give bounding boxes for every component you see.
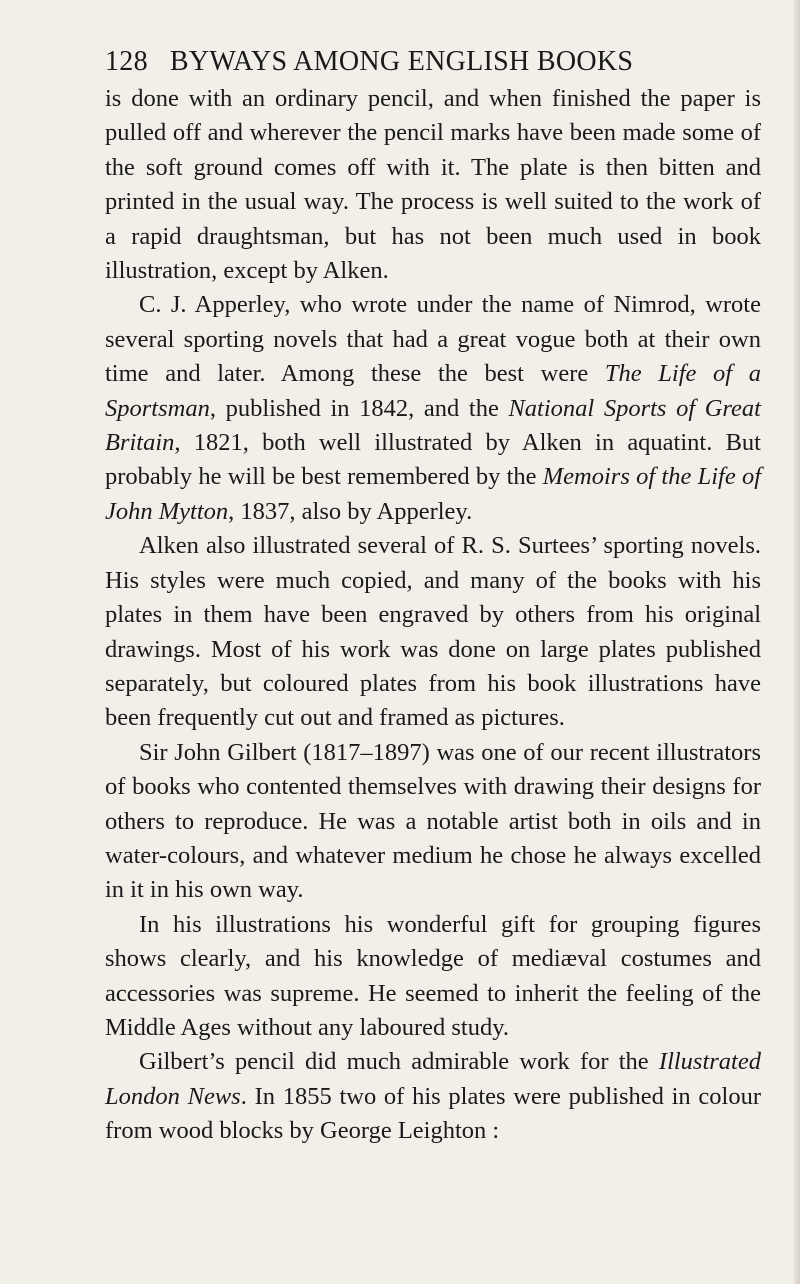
text-run: In his illustrations his wonderful gift for grouping figures shows clearly, and his knowledge of mediæval costumes and accessories was supreme. He seemed to inherit the feeling of the Middle Ages without any laboured study. xyxy=(105,910,761,1041)
book-title: Memoirs of the Life of John Mytton xyxy=(105,463,761,525)
paragraph-4 xyxy=(105,736,761,908)
paragraph-2 xyxy=(105,288,761,529)
page-number: 128 xyxy=(105,46,148,77)
book-title: National Sports of Great Britain xyxy=(105,394,761,457)
text-run: Sir John Gilbert (1817–1897) was one of our recent illustrators of books who contented themselves with drawing their designs for others to reproduce. He was a notable artist both in oils and in water-colours, and whatever medium he chose he always excelled in it in his own way. xyxy=(105,738,761,904)
book-title: The Life of a Sportsman xyxy=(105,360,762,422)
text-run: Alken also illustrated several of R. S. Surtees’ sporting novels. His styles were much copied, and many of the books with his plates in them have been engraved by others from his original drawings. Most of his work was done on large plates published separately, but coloured plates from his book illustrations have been frequently cut out and framed as pictures. xyxy=(105,532,761,732)
publication-title: Illustrated London News xyxy=(105,1048,761,1110)
text-run: , 1837, also by Apperley. xyxy=(228,497,473,525)
paragraph-5 xyxy=(105,908,761,1046)
text-run: , 1821, both well illustrated by Alken in aquatint. But probably he will be best remembered by the xyxy=(105,429,761,491)
text-run: C. J. Apperley, who wrote under the name of Nimrod, wrote several sporting novels that had a great vogue both at their own time and later. Among these the best were xyxy=(105,291,761,388)
paragraph-3 xyxy=(105,529,761,735)
running-title: BYWAYS AMONG ENGLISH BOOKS xyxy=(169,46,634,77)
text-run: Gilbert’s pencil did much admirable work for the xyxy=(139,1048,659,1076)
running-head xyxy=(105,46,761,78)
text-run: is done with an ordinary pencil, and when finished the paper is pulled off and wherever the pencil marks have been made some of the soft ground comes off with it. The plate is then bitten and printed in the usual way. The process is well suited to the work of a rapid draughtsman, but has not been much used in book illustration, except by Alken. xyxy=(105,85,761,285)
text-run: , published in 1842, and the xyxy=(209,394,509,422)
page-edge-shadow xyxy=(794,0,800,1284)
body-text xyxy=(105,82,761,1149)
paragraph-6 xyxy=(105,1045,761,1148)
text-run: . In 1855 two of his plates were published in colour from wood blocks by George Leighton : xyxy=(105,1082,761,1145)
paragraph-1 xyxy=(105,82,761,288)
